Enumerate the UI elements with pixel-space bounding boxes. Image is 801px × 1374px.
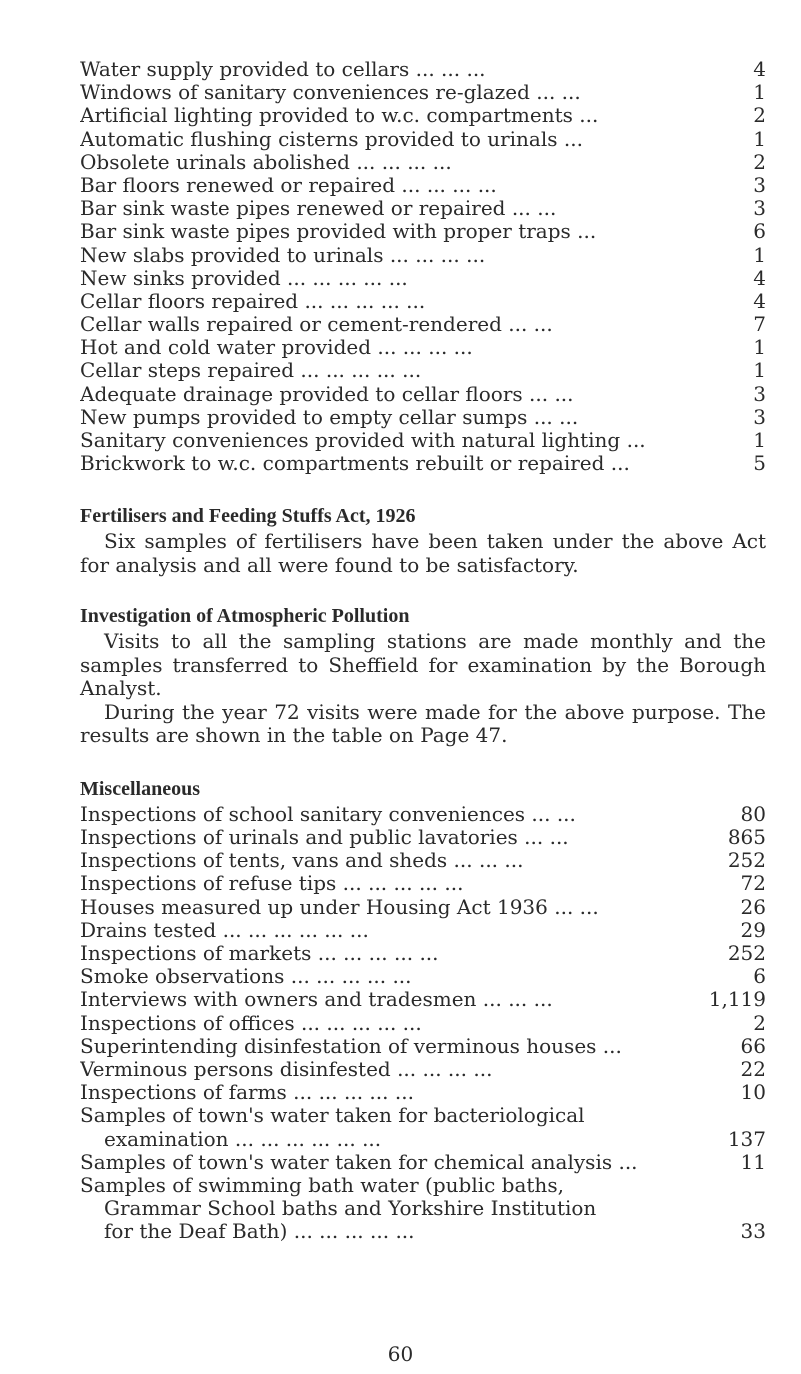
fertilisers-paragraph: Six samples of fertilisers have been taken under the above Act for analysis and all were found to be satisfactory.: [80, 529, 766, 577]
item-label: Water supply provided to cellars ... ... ...: [80, 58, 486, 81]
list-item: [80, 942, 766, 965]
list-item: [80, 965, 766, 988]
list-item: [80, 267, 766, 290]
item-label: Superintending disinfestation of verminous houses ...: [80, 1034, 622, 1058]
list-item: [80, 1104, 766, 1127]
item-label: Obsolete urinals abolished ... ... ... ...: [80, 150, 452, 174]
list-item: [80, 290, 766, 313]
list-item: [80, 151, 766, 174]
list-item: [80, 1081, 766, 1104]
item-value: 3: [753, 381, 766, 406]
list-item: [80, 81, 766, 104]
item-label: Sanitary conveniences provided with natural lighting ...: [80, 429, 646, 452]
item-value: 2: [753, 149, 766, 174]
item-value: 1: [753, 126, 766, 151]
list-item: [80, 872, 766, 895]
list-item: [80, 174, 766, 197]
list-item: [80, 1012, 766, 1035]
item-label: Windows of sanitary conveniences re-glazed ... ...: [80, 81, 581, 105]
list-item: [80, 104, 766, 127]
item-value: 4: [753, 57, 766, 81]
list-item: [80, 826, 766, 849]
item-label: Inspections of school sanitary conveniences ... ...: [80, 802, 576, 826]
item-label: Verminous persons disinfested ... ... ... ...: [80, 1057, 493, 1081]
item-value: 2: [753, 103, 766, 128]
document-page: [80, 58, 766, 1243]
list-item: [80, 244, 766, 267]
pollution-heading: Investigation of Atmospheric Pollution: [80, 605, 410, 628]
item-value: 66: [740, 1033, 766, 1058]
item-value: 3: [753, 172, 766, 197]
item-label: Brickwork to w.c. compartments rebuilt or repaired ...: [80, 452, 630, 476]
item-label: Adequate drainage provided to cellar floors ... ...: [80, 382, 574, 406]
miscellaneous-heading: Miscellaneous: [80, 777, 200, 800]
item-label: Inspections of refuse tips ... ... ... ... ...: [80, 872, 464, 896]
item-label: Inspections of tents, vans and sheds ... ... ...: [80, 849, 524, 873]
item-label: Inspections of markets ... ... ... ... ...: [80, 942, 439, 965]
page-number: 60: [387, 1342, 414, 1366]
list-item: [80, 220, 766, 243]
list-item: [80, 406, 766, 429]
item-label: Houses measured up under Housing Act 1936 ... ...: [80, 895, 599, 919]
item-value: 252: [727, 848, 766, 873]
item-label: Inspections of farms ... ... ... ... ...: [80, 1081, 414, 1105]
list-item: [80, 58, 766, 81]
item-value: 865: [727, 825, 766, 850]
item-label: Samples of swimming bath water (public baths,: [80, 1173, 564, 1197]
item-label: Inspections of urinals and public lavatories ... ...: [80, 826, 569, 850]
item-value: 1,119: [708, 987, 766, 1012]
item-value: 10: [740, 1080, 766, 1105]
item-label: Cellar walls repaired or cement-rendered ... ...: [80, 313, 553, 337]
list-item: [80, 359, 766, 382]
list-item: [80, 383, 766, 406]
list-item: [80, 1174, 766, 1197]
list-item: [80, 1220, 766, 1243]
item-label: Bar sink waste pipes provided with proper traps ...: [80, 220, 597, 244]
list-item: [80, 452, 766, 475]
list-item: [80, 336, 766, 359]
item-value: 26: [740, 894, 766, 919]
item-label: Artificial lighting provided to w.c. compartments ...: [80, 104, 599, 128]
list-item: [80, 1151, 766, 1174]
fertilisers-heading: Fertilisers and Feeding Stuffs Act, 1926: [80, 505, 416, 528]
item-label: New slabs provided to urinals ... ... ... ...: [80, 243, 486, 267]
item-label: Cellar floors repaired ... ... ... ... ...: [80, 289, 426, 313]
item-value: 252: [727, 941, 766, 965]
sanitary-works-list: [80, 58, 766, 475]
item-value: 29: [740, 917, 766, 942]
list-item: [80, 1058, 766, 1081]
item-label: Samples of town's water taken for bacteriological: [80, 1104, 585, 1128]
item-label: New pumps provided to empty cellar sumps ... ...: [80, 405, 579, 429]
list-item: [80, 197, 766, 220]
item-value: 5: [753, 451, 766, 476]
item-value: 1: [753, 335, 766, 360]
item-value: 3: [753, 404, 766, 429]
item-value: 1: [753, 242, 766, 267]
miscellaneous-list: [80, 803, 766, 1244]
list-item: [80, 1197, 766, 1220]
list-item: [80, 429, 766, 452]
item-label: Smoke observations ... ... ... ... ...: [80, 965, 412, 989]
list-item: [80, 128, 766, 151]
item-label: Drains tested ... ... ... ... ... ...: [80, 918, 369, 942]
item-label: Cellar steps repaired ... ... ... ... ...: [80, 359, 422, 383]
list-item: [80, 1128, 766, 1151]
list-item: [80, 313, 766, 336]
list-item: [80, 849, 766, 872]
item-value: 1: [753, 428, 766, 452]
item-value: 11: [740, 1149, 766, 1174]
item-value: 4: [753, 265, 766, 290]
item-label: Samples of town's water taken for chemical analysis ...: [80, 1150, 638, 1174]
item-label: Hot and cold water provided ... ... ... ...: [80, 336, 473, 360]
list-item: [80, 896, 766, 919]
item-label: Bar floors renewed or repaired ... ... ... ...: [80, 173, 497, 197]
item-value: 4: [753, 288, 766, 313]
item-value: 33: [740, 1219, 766, 1244]
item-value: 80: [740, 801, 766, 826]
item-label: Inspections of offices ... ... ... ... ...: [80, 1011, 422, 1035]
item-label: examination ... ... ... ... ... ...: [104, 1127, 382, 1151]
list-item: [80, 919, 766, 942]
item-value: 6: [753, 219, 766, 244]
item-value: 7: [753, 312, 766, 337]
item-value: 3: [753, 196, 766, 221]
item-value: 1: [753, 80, 766, 105]
item-label: New sinks provided ... ... ... ... ...: [80, 266, 408, 290]
item-value: 1: [753, 358, 766, 383]
item-value: 137: [727, 1126, 766, 1151]
item-label: Automatic flushing cisterns provided to urinals ...: [80, 127, 583, 151]
item-value: 22: [740, 1056, 766, 1081]
item-value: 72: [740, 871, 766, 896]
item-label: Bar sink waste pipes renewed or repaired ... ...: [80, 197, 557, 221]
item-value: 2: [753, 1010, 766, 1035]
item-label: Grammar School baths and Yorkshire Institution: [104, 1197, 597, 1221]
list-item: [80, 803, 766, 826]
item-label: for the Deaf Bath) ... ... ... ... ...: [104, 1220, 415, 1244]
list-item: [80, 1035, 766, 1058]
pollution-paragraph-2: During the year 72 visits were made for the above purpose. The results are shown in the table on Page 47.: [80, 699, 766, 748]
item-label: Interviews with owners and tradesmen ... ... ...: [80, 988, 553, 1012]
list-item: [80, 988, 766, 1011]
pollution-paragraph-1: Visits to all the sampling stations are made monthly and the samples transferred to Sheffield for examination by the Borough Analyst.: [80, 629, 766, 701]
item-value: 6: [753, 964, 766, 989]
